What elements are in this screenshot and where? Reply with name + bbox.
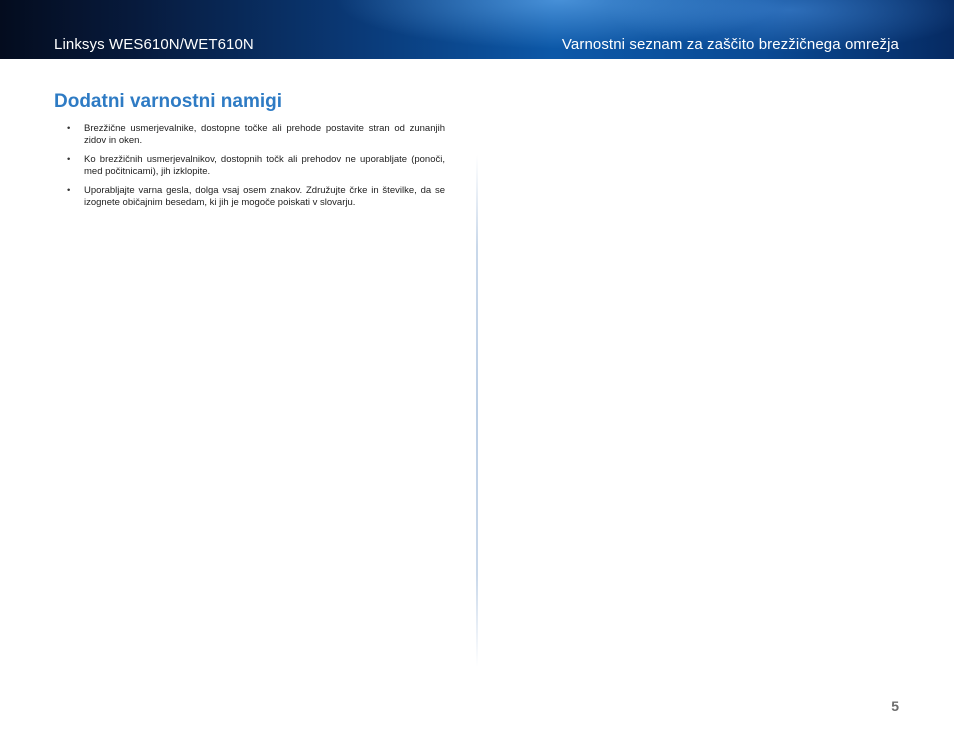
column-divider	[476, 155, 478, 667]
bullet-icon: •	[67, 185, 71, 196]
section-title: Varnostni seznam za zaščito brezžičnega omrežja	[561, 36, 899, 53]
product-name: Linksys WES610N/WET610N	[54, 36, 254, 53]
list-item	[54, 185, 445, 209]
page-title: Dodatni varnostni namigi	[54, 91, 283, 112]
page-number: 5	[891, 698, 899, 714]
header-banner	[0, 0, 954, 59]
list-item-text: Ko brezžičnih usmerjevalnikov, dostopnih točk ali prehodov ne uporabljate (ponoči, med počitnicami), jih izklopite.	[84, 154, 445, 177]
bullet-icon: •	[67, 154, 71, 165]
list-item	[54, 154, 445, 178]
list-item-text: Brezžične usmerjevalnike, dostopne točke ali prehode postavite stran od zunanjih zidov in oken.	[84, 123, 445, 146]
list-item	[54, 123, 445, 147]
tips-list	[54, 123, 445, 216]
list-item-text: Uporabljajte varna gesla, dolga vsaj osem znakov. Združujte črke in številke, da se izognete običajnim besedam, ki jih je mogoče poiskati v slovarju.	[84, 185, 445, 208]
bullet-icon: •	[67, 123, 71, 134]
